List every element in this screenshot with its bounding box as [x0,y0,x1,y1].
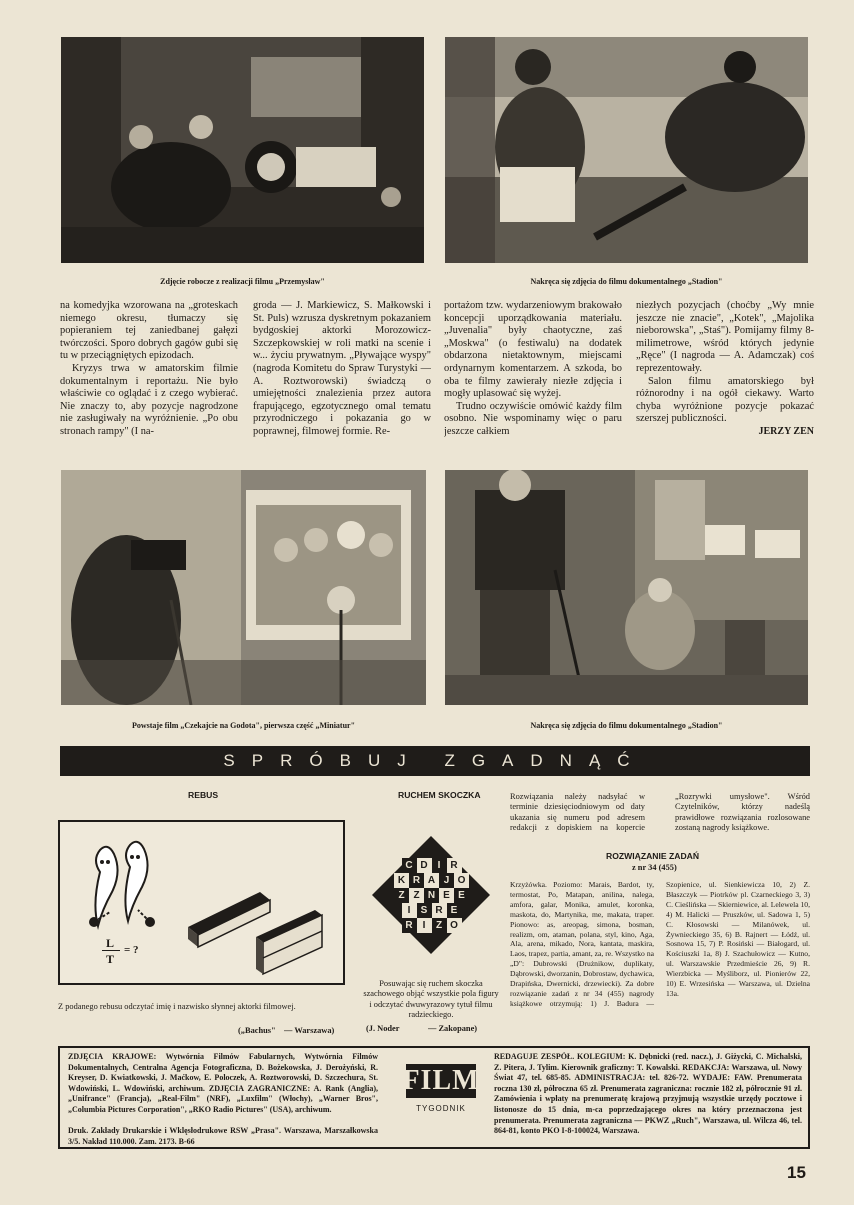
article-paragraph: portażom tzw. wydarzeniowym brakowało koncepcji uporządkowania materiału. „Juvenalia" były chaotyczne, zaś „Moskwa" (o festiwalu) na dodatek obdarzona nietaktownym, miejscami ordynarnym komentarzem. A szkoda, bo oba te filmy zawierały niezłe zdjęcia i mogły uplasować się wyżej. [444,300,622,400]
masthead-print-info: Druk. Zakłady Drukarskie i Wklęsłodrukowe RSW „Prasa". Warszawa, Marszałkowska 3/5. Nakład 110.000. Zam. 2173. B-66 [68,1126,378,1146]
knight-letter-cell: J [439,873,454,888]
masthead-photo-credits: ZDJĘCIA KRAJOWE: Wytwórnia Filmów Fabularnych, Wytwórnia Filmów Dokumentalnych, Centralna Agencja Fotograficzna, D. Bożekowska, J. Derożyński, R. Kreyser, D. Kwiatkowski, J. Maćkow, E. Poloczek, A. Roztworowski, D. Szczechura, St. Wdowiński, L. Wdowiński, archiwum. ZDJĘCIA ZAGRANICZNE: A. Rank (Anglia), „Unifrance" (Francja), „Real-Film" (NRF), „Luxfilm" (Włochy), „Warner Bros", „Columbia Pictures Corporation", „RKO Radio Pictures" (USA), archiwum. [68,1052,378,1114]
knight-text: Posuwając się ruchem skoczka szachowego objąć wszystkie pola figury i odczytać dwuwyrazowy tytuł filmu radzieckiego. [363,979,499,1020]
article-column-1 [60,300,238,450]
caption-photo-1: Zdjęcie robocze z realizacji filmu „Przemysław" [160,277,325,286]
knight-letter-cell: R [409,873,424,888]
photo-stadion-1-drawing [445,37,808,263]
knight-board [372,836,490,954]
knight-letter-cell: I [417,918,432,933]
masthead-editorial: REDAGUJE ZESPÓŁ. KOLEGIUM: K. Dębnicki (red. nacz.), J. Giżycki, C. Michalski, Z. Pitera, J. Tylim. Kierownik graficzny: T. Kowalski. REDAKCJA: Warszawa, ul. Nowy Świat 47, tel. 685-85. ADMINISTRACJA: tel. 826-72. WYDAJE: FAW. Prenumerata roczna 130 zł, półroczna 65 zł. Prenumerata zagraniczna: rocznie 182 zł, półrocznie 91 zł. Zamówienia i wpłaty na prenumeratę krajową przyjmują wszystkie urzędy pocztowe i listonosze do 15 dnia, m-ca poprzedzającego okres na który przeznaczona jest prenumerata. Prenumerata zagraniczna — PKWZ „Ruch", Warszawa, ul. Wilcza 46, tel. 864-81, konto PKO I-8-100024, Warszawa. [494,1052,802,1136]
rebus-fraction-line [102,950,120,951]
knight-letter-cell: R [447,858,462,873]
solutions-subheading: z nr 34 (455) [632,863,677,872]
solutions-text: Krzyżówka. Poziomo: Marais, Bardot, ty, termostat, Po, Matapan, anilina, nalega, amfora, galar, Monika, amulet, koronka, maskota, do, Martynika, me, makata, traper. Pionowo: as, areopag, simona, bosman, realizm, om, ataman, polana, styl, kino, Aga, Ala, arena, mikado, Nora, kantata, maskira, Laos, trapez, partia, amant, za, re. Wszystko na „D": Dubrowski (Drużnikow, duplikaty, Dąbrowski, dworzanin, Dobrostaw, dychawica, Drapińska, Dwernicki, drzewiecki). Za dobre rozwiązanie zadań z nr 34 (455) nagrody książkowe otrzymują: 1) J. Badura — Szopienice, ul. Sienkiewicza 10, 2) Z. Błaszczyk — Piotrków pl. Czarneckiego 3, 3) C. Cieślińska — Skierniewice, al. Lelewela 10, 4) M. Halicki — Pruszków, ul. Sadowa 1, 5) C. Kłosowski — Milanówek, ul. Żywnieckiego 35, 6) B. Rajnert — Łódź, ul. Sosnowa 15, 7) P. Rosiński — Białogard, ul. Kościuszki 1a, 8) J. Szachułowicz — Kutno, ul. Warszawskie Przedmieście 26, 9) R. Wierzbicka — Myśliborz, ul. Pionierów 22, 10) E. Wrzesińska — Warszawa, ul. Dzielna 13a. [510,880,810,1008]
knight-letter-cell: E [454,888,469,903]
caption-photo-4: Nakręca się zdjęcia do filmu dokumentalnego „Stadion" [530,721,723,730]
article-column-4 [636,300,814,450]
article-paragraph: Kryzys trwa w amatorskim filmie dokumentalnym i reportażu. Nie było właściwie co oglądać i z czego wybierać. Nie znaczy to, aby pozycje nagrodzone nie zasługiwały na wyróżnienie. „Po obu stronach rampy" (I na- [60,362,238,437]
photo-stadion-2-drawing [445,470,808,705]
solutions-heading: ROZWIĄZANIE ZADAŃ [606,851,700,861]
puzzle-banner: SPRÓBUJ ZGADNĄĆ [60,746,810,776]
article-paragraph: Trudno oczywiście omówić każdy film osobno. Nie wspominamy więc o paru jeszcze całkiem [444,400,622,437]
page-number: 15 [787,1163,806,1182]
knight-heading: RUCHEM SKOCZKA [398,790,481,800]
knight-letter-cell: O [454,873,469,888]
article-paragraph: niezłych pozycjach (choćby „Wy mnie jeszcze nie znacie", „Kotek", „Majolika nieborowska", „Staś"). Pomijamy filmy 8-milimetrowe, wśród których jedynie „Ręce" (I nagroda — A. Adamczak) coś reprezentowały. [636,300,814,374]
caption-photo-3: Powstaje film „Czekajcie na Godota", pierwsza część „Miniatur" [131,721,356,730]
knight-letter-cell: O [447,918,462,933]
rebus-heading: REBUS [188,790,219,800]
puzzle-rules: Rozwiązania należy nadsyłać w terminie dziesięciodniowym od daty ukazania się numeru pod adresem redakcji z dopiskiem na kopercie „Rozrywki umysłowe". Wśród Czytelników, którzy nadeślą prawidłowe rozwiązania rozlosowane zostaną nagrody książkowe. [510,792,810,833]
photo-godota-drawing [61,470,426,705]
rebus-picture [60,822,347,987]
photo-stadion-2 [445,470,808,705]
article-paragraph: na komedyjka wzorowana na „groteskach niemego okresu, tłumaczy się popieraniem tej zaniedbanej gałęzi twórczości. Sporo dobrych gagów gubi się tu w przeciągniętych epizodach. [60,300,238,362]
knight-letter-cell: E [439,888,454,903]
rebus-fraction-top: L [106,936,115,950]
article-column-3 [444,300,622,450]
film-logo-subtitle: TYGODNIK [416,1104,466,1113]
knight-letter-cell: Z [409,888,424,903]
knight-credit-name: (J. Noder [366,1024,400,1033]
knight-letter-cell: D [417,858,432,873]
knight-letter-cell: A [424,873,439,888]
knight-letter-cell: I [402,903,417,918]
rebus-fraction-suffix: = ? [124,944,139,956]
knight-letter-cell: N [424,888,439,903]
article-paragraph: Salon filmu amatorskiego był różnorodny i na ogół ciekawy. Warto chyba wyróżnione pozycje pokazać szerszej publiczności. [636,375,814,425]
rebus-frame [58,820,345,985]
rebus-credit-name: („Bachus" [238,1026,276,1035]
caption-photo-2: Nakręca się zdjęcia do filmu dokumentalnego „Stadion" [530,277,723,286]
rebus-text: Z podanego rebusu odczytać imię i nazwisko słynnej aktorki filmowej. [58,1002,296,1011]
photo-przemyslaw-drawing [61,37,424,263]
knight-letter-cell: I [432,858,447,873]
article-signature: JERZY ZEN [758,425,814,437]
knight-letter-cell: S [417,903,432,918]
knight-letter-cell: Z [394,888,409,903]
masthead-box [58,1046,810,1149]
knight-credit-place: — Zakopane) [428,1024,478,1033]
article-paragraph: groda — J. Markiewicz, S. Małkowski i St. Puls) wzrusza dyskretnym pokazaniem bydgoskiej aktorki Morozowicz-Szczepkowskiej w roli matki na scenie i w... życiu prywatnym. „Pływające wyspy" (nagroda Komitetu do Spraw Turystyki — A. Roztworowski) świadczą o umiejętności znalezienia przez autora frapującego, egzotycznego omal tematu przyrodniczego i pokazania go w poprawnej, filmowej formie. Re- [253,300,431,437]
knight-letter-grid [394,858,469,933]
knight-letter-cell: R [432,903,447,918]
knight-letter-cell: K [394,873,409,888]
rebus-fraction-bottom: T [106,952,115,966]
knight-letter-cell: R [402,918,417,933]
knight-letter-cell: E [447,903,462,918]
photo-przemyslaw-set [61,37,424,263]
article-column-2 [253,300,431,450]
rebus-credit-place: — Warszawa) [284,1026,335,1035]
knight-letter-cell: C [402,858,417,873]
knight-letter-cell: Z [432,918,447,933]
photo-czekajcie-na-godota [61,470,426,705]
film-logo: FILM [402,1065,480,1096]
photo-stadion-1 [445,37,808,263]
